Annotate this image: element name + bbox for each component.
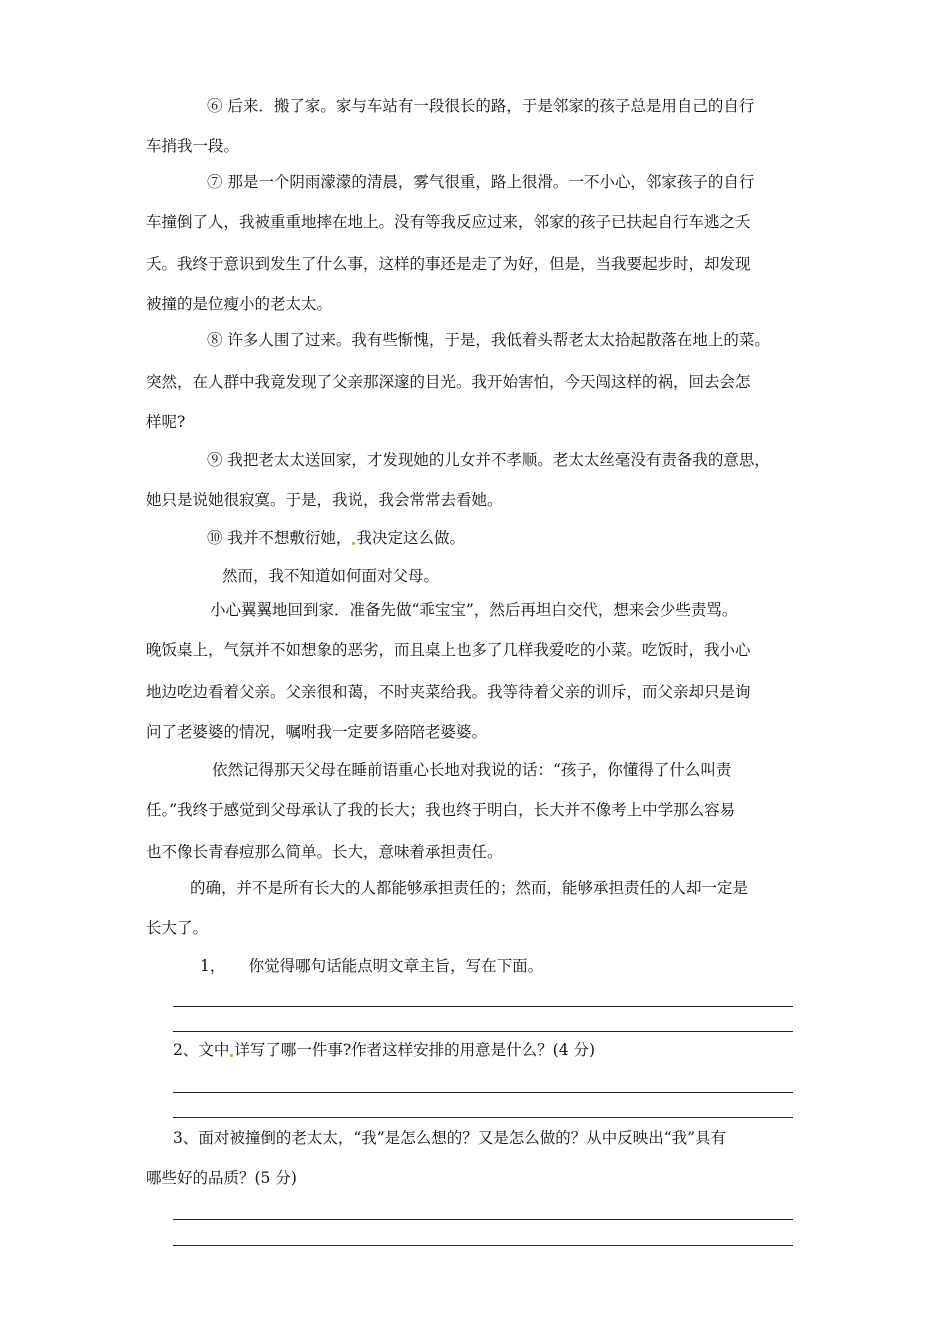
question-1: 1， 你觉得哪句话能点明文章主旨，写在下面。 bbox=[200, 957, 544, 975]
paragraph-7-line-2: 车撞倒了人，我被重重地摔在地上。没有等我反应过来，邻家的孩子已扶起自行车逃之夭 bbox=[146, 213, 751, 231]
paragraph-10-part-2: 我决定这么做。 bbox=[356, 529, 465, 547]
answer-line[interactable] bbox=[173, 1219, 793, 1220]
question-2-part-1: 2、文中 bbox=[173, 1041, 230, 1059]
paragraph-11-line-1: 然而，我不知道如何面对父母。 bbox=[222, 567, 440, 585]
paragraph-6-line-2: 车捎我一段。 bbox=[146, 137, 240, 155]
paragraph-10 bbox=[207, 528, 465, 548]
paragraph-7-line-4: 被撞的是位瘦小的老太太。 bbox=[146, 295, 333, 313]
marker-dot bbox=[352, 542, 355, 545]
answer-line[interactable] bbox=[173, 1117, 793, 1118]
paragraph-12-line-4: 问了老婆婆的情况，嘱咐我一定要多陪陪老婆婆。 bbox=[146, 723, 488, 741]
paragraph-7-line-1: ⑦ 那是一个阴雨濛濛的清晨，雾气很重，路上很滑。一不小心，邻家孩子的自行 bbox=[207, 173, 755, 191]
question-2 bbox=[173, 1040, 595, 1060]
answer-line[interactable] bbox=[173, 1092, 793, 1093]
answer-line[interactable] bbox=[173, 1245, 793, 1246]
question-2-part-2: 详写了哪一件事?作者这样安排的用意是什么？(4 分) bbox=[234, 1041, 596, 1059]
paragraph-13-line-3: 也不像长青春痘那么简单。长大，意味着承担责任。 bbox=[146, 843, 503, 861]
paragraph-14-line-1: 的确，并不是所有长大的人都能够承担责任的；然而，能够承担责任的人却一定是 bbox=[190, 879, 749, 897]
paragraph-12-line-3: 地边吃边看着父亲。父亲很和蔼，不时夹菜给我。我等待着父亲的训斥，而父亲却只是询 bbox=[146, 683, 751, 701]
marker-dot bbox=[230, 1054, 233, 1057]
paragraph-14-line-2: 长大了。 bbox=[146, 919, 209, 937]
paragraph-8-line-3: 样呢? bbox=[146, 413, 186, 431]
paragraph-8-line-2: 突然，在人群中我竟发现了父亲那深邃的目光。我开始害怕，今天闯这样的祸，回去会怎 bbox=[146, 373, 751, 391]
paragraph-9-line-2: 她只是说她很寂寞。于是，我说，我会常常去看她。 bbox=[146, 491, 503, 509]
paragraph-8-line-1: ⑧ 许多人围了过来。我有些惭愧，于是，我低着头帮老太太拾起散落在地上的菜。 bbox=[207, 331, 770, 349]
paragraph-9-line-1: ⑨ 我把老太太送回家，才发现她的儿女并不孝顺。老太太丝毫没有责备我的意思， bbox=[207, 451, 770, 469]
question-3-line-1: 3、面对被撞倒的老太太，“我”是怎么想的？又是怎么做的？从中反映出“我”具有 bbox=[173, 1129, 727, 1147]
paragraph-7-line-3: 夭。我终于意识到发生了什么事，这样的事还是走了为好，但是，当我要起步时，却发现 bbox=[146, 255, 751, 273]
paragraph-13-line-2: 任。”我终于感觉到父母承认了我的长大；我也终于明白，长大并不像考上中学那么容易 bbox=[146, 801, 736, 819]
answer-line[interactable] bbox=[173, 1031, 793, 1032]
paragraph-12-line-2: 晚饭桌上，气氛并不如想象的恶劣，而且桌上也多了几样我爱吃的小菜。吃饭时，我小心 bbox=[146, 641, 751, 659]
paragraph-12-line-1: 小心翼翼地回到家．准备先做“乖宝宝”，然后再坦白交代，想来会少些责骂。 bbox=[210, 601, 738, 619]
paragraph-13-line-1: 依然记得那天父母在睡前语重心长地对我说的话：“孩子，你懂得了什么叫责 bbox=[212, 761, 732, 779]
paragraph-10-part-1: ⑩ 我并不想敷衍她， bbox=[207, 529, 352, 547]
answer-line[interactable] bbox=[173, 1006, 793, 1007]
paragraph-6-line-1: ⑥ 后来．搬了家。家与车站有一段很长的路，于是邻家的孩子总是用自己的自行 bbox=[207, 97, 755, 115]
question-3-line-2: 哪些好的品质？(5 分) bbox=[146, 1169, 297, 1187]
